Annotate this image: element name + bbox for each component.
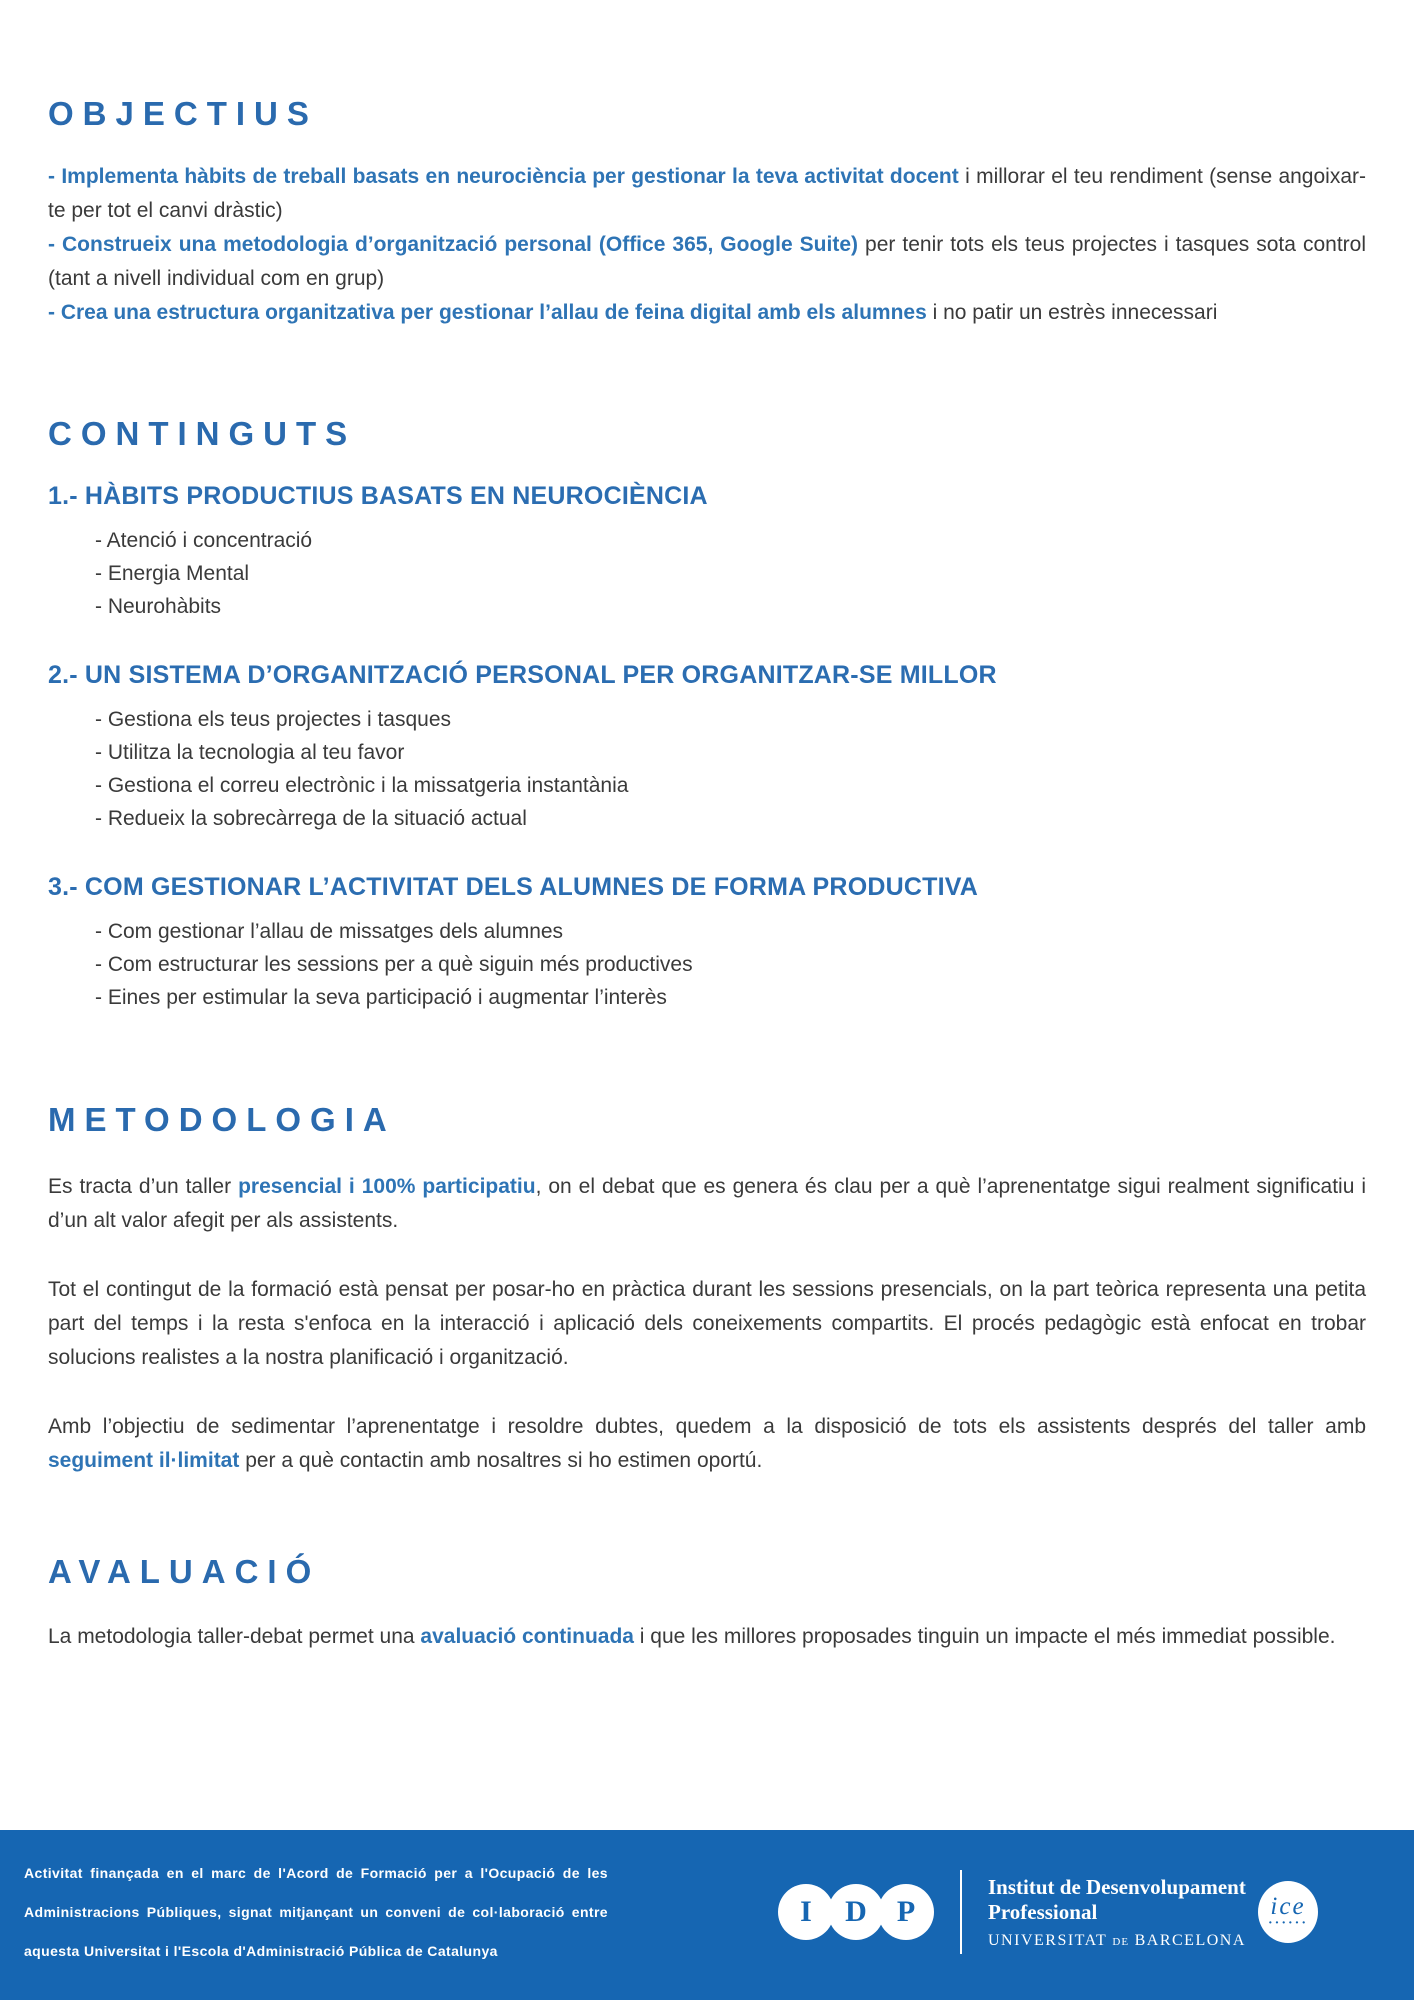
list-item: - Gestiona els teus projectes i tasques (95, 708, 452, 731)
list-item: - Utilitza la tecnologia al teu favor (95, 741, 405, 764)
university-name (988, 1932, 1246, 1950)
topic-3 (48, 871, 1366, 1014)
section-title-objectius: OBJECTIUS (48, 95, 318, 132)
metodologia-paragraph-1 (48, 1170, 1366, 1238)
list-item: - Neurohàbits (95, 595, 222, 618)
section-title-avaluacio: AVALUACIÓ (48, 1553, 321, 1590)
text-segment: i que les millores proposades tinguin un impacte el més immediat possible. (633, 1625, 1336, 1648)
objective-highlight: - Crea una estructura organitzativa per gestionar l’allau de feina digital amb els alumnes (48, 301, 927, 324)
metodologia-paragraph-3 (48, 1410, 1366, 1478)
objective-rest: per tenir tots els teus projectes i tasques sota control (tant a nivell individual com en grup) (48, 233, 1366, 290)
topic-3-list (48, 915, 1366, 1014)
university-de: DE (1112, 1935, 1130, 1948)
ice-dots-icon: ······ (1267, 1916, 1308, 1931)
topic-1-heading: 1.- HÀBITS PRODUCTIUS BASATS EN NEUROCIÈNCIA (48, 482, 708, 510)
topic-2 (48, 659, 1366, 835)
list-item: - Gestiona el correu electrònic i la missatgeria instantània (95, 774, 629, 797)
section-metodologia (48, 1100, 1366, 1478)
text-segment: , on el debat que es genera és clau per a què l’aprenentatge sigui realment significatiu i d’un alt valor afegit per als assistents. (48, 1175, 1367, 1232)
metodologia-paragraph-2: Tot el contingut de la formació està pensat per posar-ho en pràctica durant les sessions presencials, on la part teòrica representa una petita part del temps i la resta s'enfoca en la interacció i aplicació dels coneixements compartits. El procés pedagògic està enfocat en trobar solucions realistes a la nostra planificació i organització. (48, 1278, 1366, 1369)
objective-highlight: - Construeix una metodologia d’organització personal (Office 365, Google Suite) (48, 233, 858, 256)
list-item: - Redueix la sobrecàrrega de la situació actual (95, 807, 527, 830)
objective-highlight: - Implementa hàbits de treball basats en neurociència per gestionar la teva activitat docent (48, 165, 959, 188)
topic-1 (48, 480, 1366, 623)
idp-institution-name (988, 1875, 1246, 1950)
idp-circle-i-icon: I (778, 1884, 834, 1940)
section-objectius (48, 94, 1366, 330)
objective-rest: i millorar el teu rendiment (sense angoixar-te per tot el canvi dràstic) (48, 165, 1367, 222)
idp-logo (778, 1870, 1246, 1954)
page-footer (0, 1830, 1414, 2000)
list-item: - Atenció i concentració (95, 529, 313, 552)
topic-3-heading: 3.- COM GESTIONAR L’ACTIVITAT DELS ALUMNES DE FORMA PRODUCTIVA (48, 873, 978, 901)
ice-label: ice (1270, 1893, 1306, 1920)
topic-2-list (48, 703, 1366, 835)
list-item: - Eines per estimular la seva participació i augmentar l’interès (95, 986, 667, 1009)
topic-1-list (48, 524, 1366, 623)
section-avaluacio (48, 1552, 1366, 1654)
highlight-segment: seguiment il·limitat (48, 1449, 240, 1472)
list-item: - Energia Mental (95, 562, 250, 585)
idp-circle-d-icon: D (828, 1884, 884, 1940)
section-continguts (48, 414, 1366, 1014)
ice-logo (1258, 1881, 1318, 1943)
objective-rest: i no patir un estrès innecessari (926, 301, 1218, 324)
objective-item (48, 296, 1366, 330)
university-word: UNIVERSITAT (988, 1931, 1107, 1949)
text-segment: La metodologia taller-debat permet una (48, 1625, 421, 1648)
list-item: - Com gestionar l’allau de missatges dels alumnes (95, 920, 564, 943)
text-segment: Es tracta d’un taller (48, 1175, 239, 1198)
idp-circle-p-icon: P (878, 1884, 934, 1940)
idp-name-line-2: Professional (988, 1899, 1098, 1924)
list-item: - Com estructurar les sessions per a què siguin més productives (95, 953, 693, 976)
highlight-segment: presencial i 100% participatiu (238, 1175, 536, 1198)
university-city: BARCELONA (1134, 1931, 1246, 1949)
funding-statement: Activitat finançada en el marc de l'Acord de Formació per a l'Ocupació de les Administracions Públiques, signat mitjançant un conveni de col·laboració entre aquesta Universitat i l'Escola d'Administració Pública de Catalunya (24, 1864, 608, 1959)
topic-2-heading: 2.- UN SISTEMA D’ORGANITZACIÓ PERSONAL PER ORGANITZAR-SE MILLOR (48, 661, 997, 689)
vertical-divider (960, 1870, 962, 1954)
text-segment: Amb l’objectiu de sedimentar l’aprenentatge i resoldre dubtes, quedem a la disposició de tots els assistents després del taller amb (48, 1415, 1366, 1438)
idp-circles-icon (778, 1884, 934, 1940)
section-title-metodologia: METODOLOGIA (48, 1101, 396, 1138)
text-segment: per a què contactin amb nosaltres si ho estimen oportú. (239, 1449, 763, 1472)
objective-item (48, 160, 1366, 228)
highlight-segment: avaluació continuada (420, 1625, 634, 1648)
objective-item (48, 228, 1366, 296)
idp-name-line-1: Institut de Desenvolupament (988, 1874, 1246, 1899)
section-title-continguts: CONTINGUTS (48, 415, 357, 452)
avaluacio-paragraph (48, 1620, 1366, 1654)
